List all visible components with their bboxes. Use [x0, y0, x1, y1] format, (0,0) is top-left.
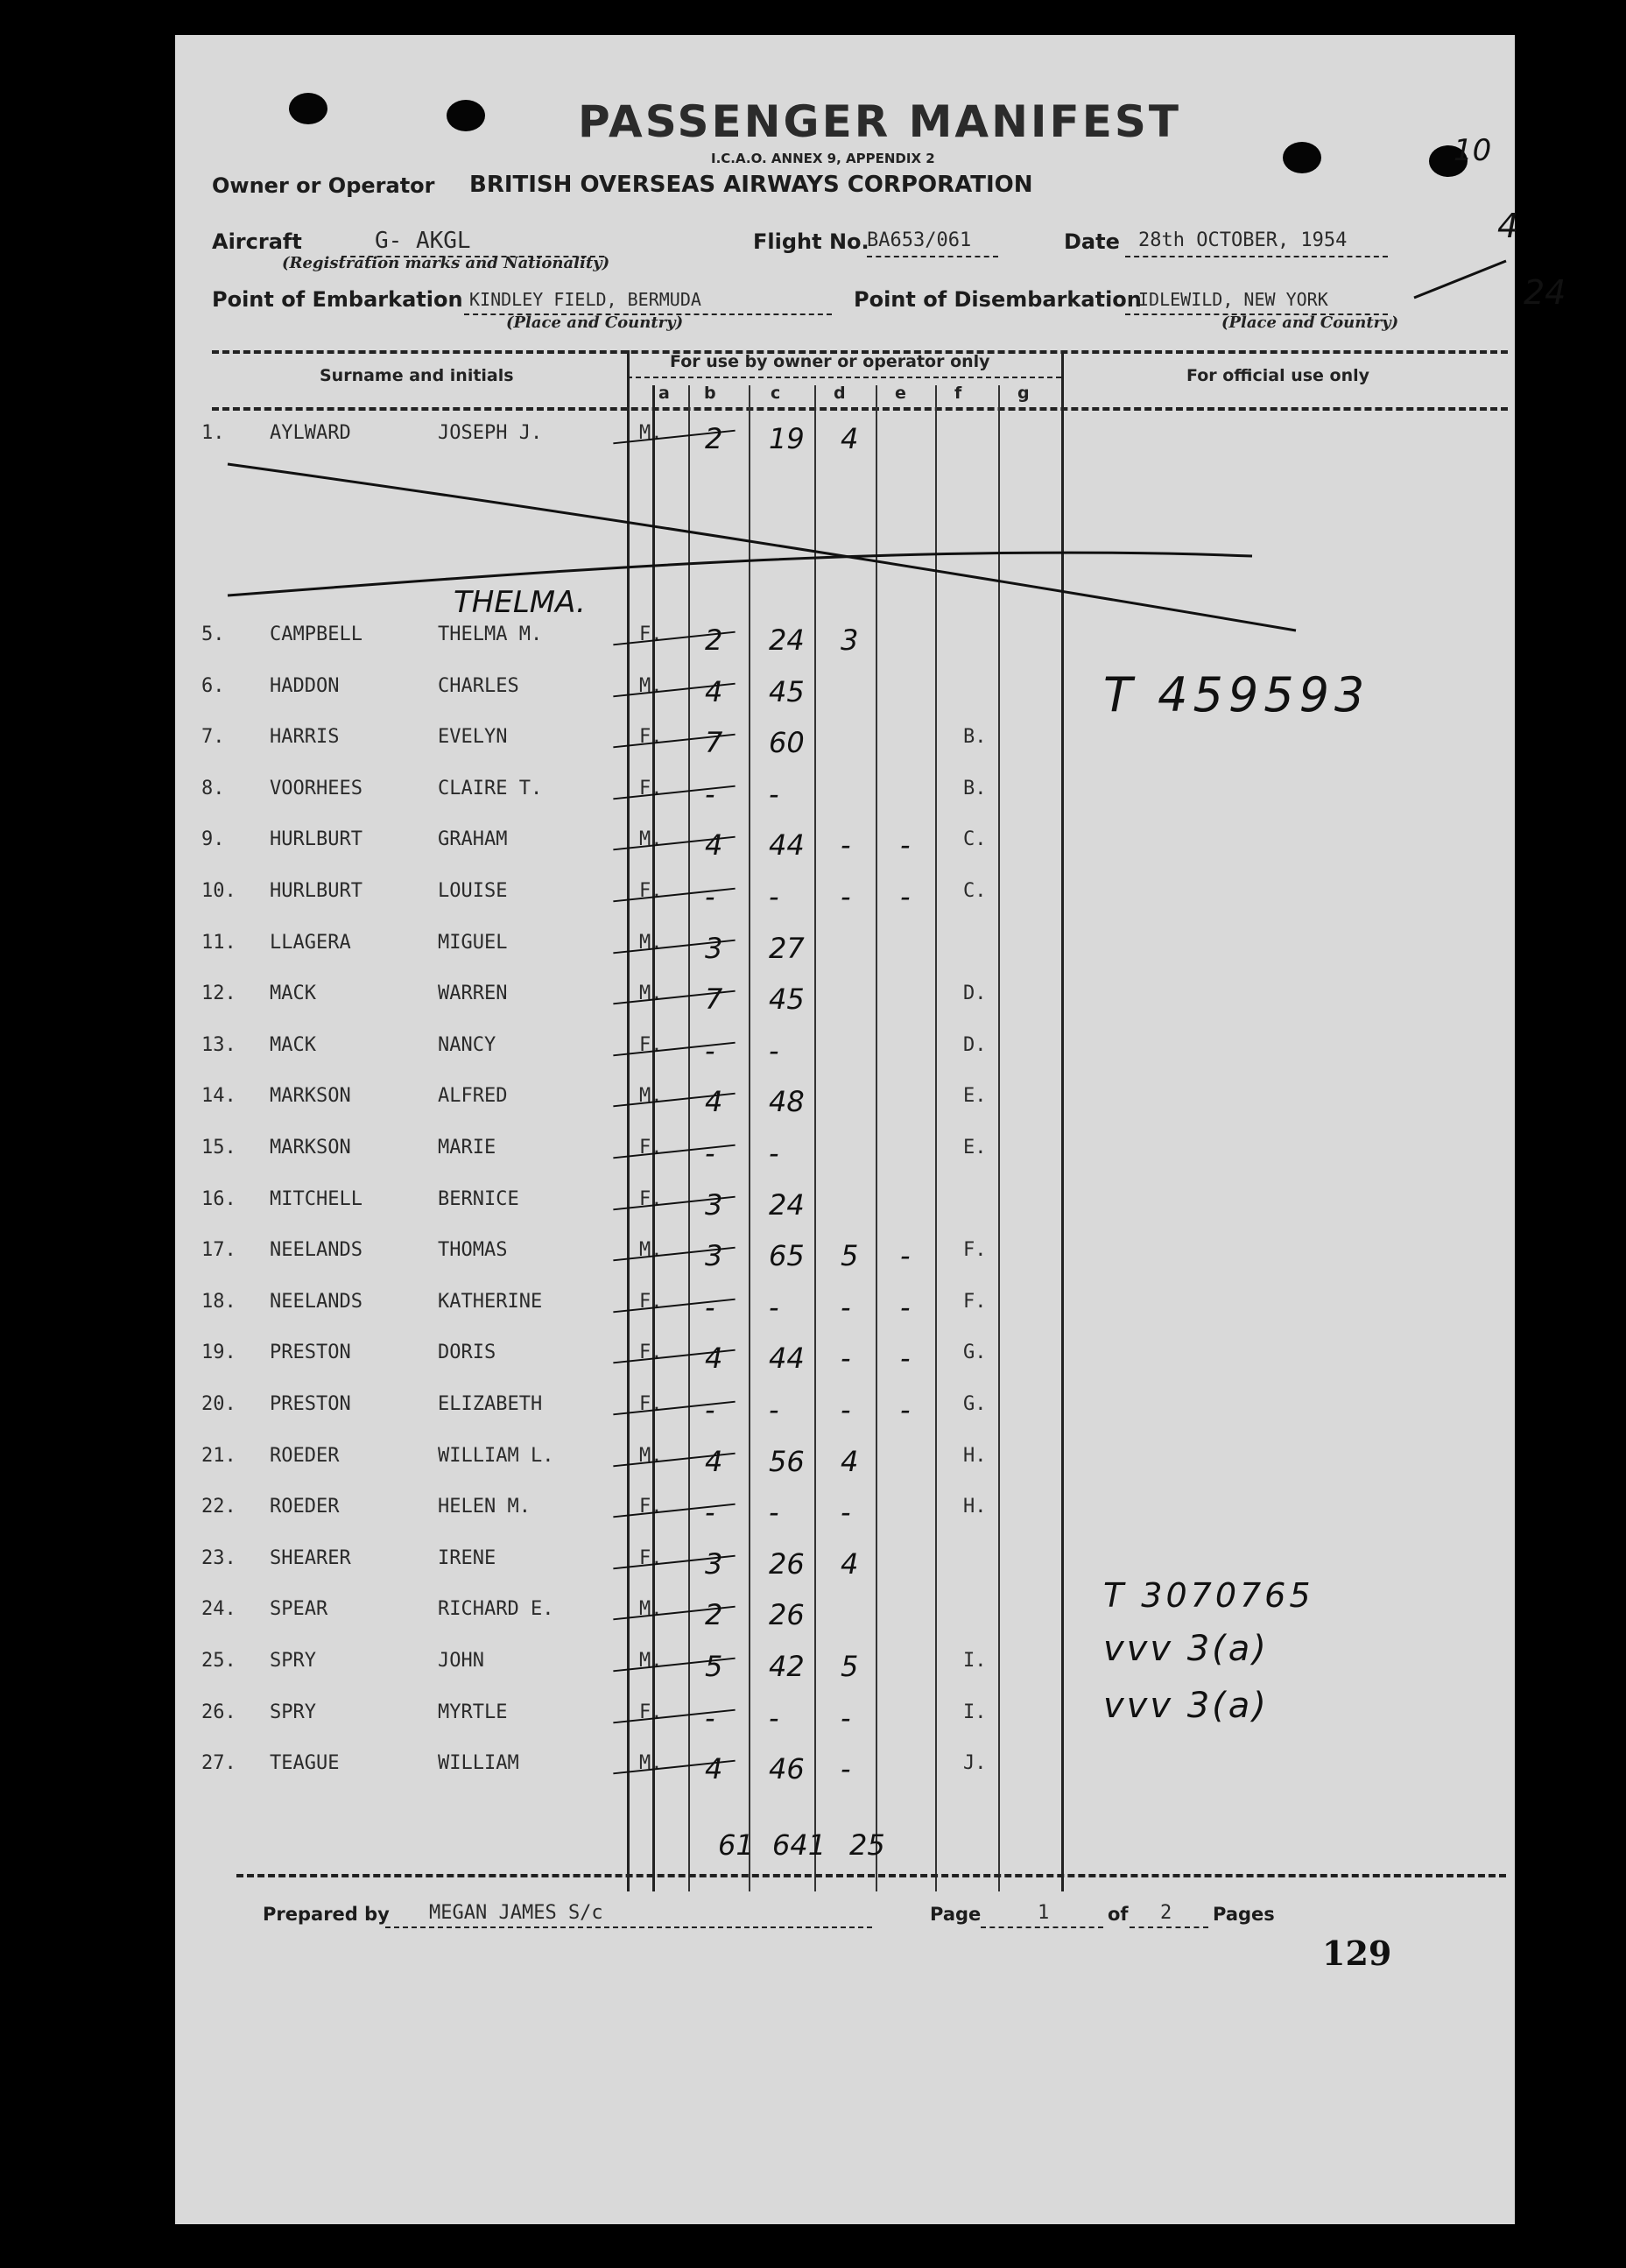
sex-cell: M. — [639, 983, 663, 1005]
col-f-cell: D. — [963, 1033, 987, 1056]
row-number: 12. — [201, 983, 236, 1005]
table-row — [175, 932, 1489, 967]
col-c-cell: 44 — [769, 828, 805, 863]
sex-cell: M. — [639, 1598, 663, 1621]
col-f-cell: C. — [963, 880, 987, 902]
sex-cell: F. — [639, 726, 663, 749]
col-c-cell: 48 — [769, 1085, 805, 1119]
row-number: 22. — [201, 1496, 236, 1518]
table-row — [175, 1650, 1489, 1685]
given-name-cell: JOSEPH J. — [438, 422, 543, 444]
col-c-cell: 65 — [769, 1239, 805, 1273]
col-e-cell: - — [900, 828, 911, 863]
table-row — [175, 1701, 1489, 1736]
table-row — [175, 1445, 1489, 1480]
punch-hole — [1283, 142, 1321, 173]
surname-cell: NEELANDS — [270, 1239, 363, 1262]
surname-cell: ROEDER — [270, 1444, 340, 1467]
sub-col-f: f — [954, 384, 962, 403]
col-c-cell: 27 — [769, 931, 805, 965]
table-row — [175, 1393, 1489, 1428]
sex-cell: F. — [639, 1187, 663, 1210]
corner-mark: 10 — [1454, 133, 1492, 168]
given-name-cell: KATHERINE — [438, 1290, 543, 1313]
col-owner-use-header: For use by owner or operator only — [670, 352, 990, 371]
col-f-cell: I. — [963, 1650, 987, 1672]
col-d-cell: - — [841, 880, 851, 913]
surname-cell: PRESTON — [270, 1342, 351, 1364]
col-f-cell: J. — [963, 1752, 987, 1775]
tick-stroke — [613, 1145, 735, 1159]
col-b-cell: 5 — [705, 1650, 723, 1683]
given-name-cell: CHARLES — [438, 674, 519, 697]
date-label: Date — [1064, 229, 1120, 254]
col-c-cell: 42 — [769, 1650, 805, 1683]
given-name-cell: MIGUEL — [438, 931, 508, 954]
col-c-cell: 19 — [769, 422, 805, 455]
col-f-cell: E. — [963, 1137, 987, 1159]
surname-cell: VOORHEES — [270, 777, 363, 799]
row-number: 18. — [201, 1290, 236, 1313]
surname-cell: AYLWARD — [270, 422, 351, 444]
col-c-cell: - — [769, 777, 779, 811]
col-d-cell: - — [841, 1496, 851, 1530]
given-name-cell: GRAHAM — [438, 828, 508, 851]
table-row — [175, 1085, 1489, 1120]
col-c-cell: 26 — [769, 1546, 805, 1581]
table-row — [175, 1188, 1489, 1223]
col-e-cell: - — [900, 1342, 911, 1376]
col-b-cell: 3 — [705, 1187, 723, 1222]
stamp-number: 129 — [1322, 1933, 1392, 1973]
col-f-cell: H. — [963, 1496, 987, 1518]
col-e-cell: - — [900, 880, 911, 913]
sex-cell: F. — [639, 1496, 663, 1518]
surname-cell: ROEDER — [270, 1496, 340, 1518]
col-d-cell: - — [841, 1393, 851, 1426]
punch-hole — [289, 93, 327, 124]
flight-value: BA653/061 — [867, 229, 972, 251]
total-d: 25 — [849, 1828, 885, 1862]
sex-cell: M. — [639, 1752, 663, 1775]
col-c-cell: 45 — [769, 983, 805, 1017]
col-surname-header: Surname and initials — [320, 366, 514, 385]
col-b-cell: 3 — [705, 931, 723, 965]
given-name-cell: WARREN — [438, 983, 508, 1005]
col-c-cell: - — [769, 1496, 779, 1530]
col-c-cell: 44 — [769, 1342, 805, 1376]
col-b-cell: - — [705, 1290, 715, 1324]
sex-cell: F. — [639, 623, 663, 645]
col-f-cell: F. — [963, 1239, 987, 1262]
col-b-cell: 4 — [705, 1444, 723, 1478]
row-number: 9. — [201, 828, 225, 851]
col-b-cell: - — [705, 777, 715, 811]
col-c-cell: - — [769, 1137, 779, 1170]
surname-cell: LLAGERA — [270, 931, 351, 954]
tick-stroke — [613, 1298, 735, 1313]
col-c-cell: - — [769, 1033, 779, 1067]
col-f-cell: F. — [963, 1290, 987, 1313]
prepared-value: MEGAN JAMES S/c — [429, 1902, 603, 1924]
table-row — [175, 1752, 1489, 1787]
given-name-cell: NANCY — [438, 1033, 496, 1056]
col-c-cell: 46 — [769, 1752, 805, 1786]
col-b-cell: 2 — [705, 422, 723, 455]
given-name-cell: RICHARD E. — [438, 1598, 554, 1621]
manifest-page — [175, 35, 1566, 2224]
table-row — [175, 1342, 1489, 1377]
punch-hole — [447, 100, 485, 131]
given-name-cell: EVELYN — [438, 726, 508, 749]
col-e-cell: - — [900, 1393, 911, 1426]
col-d-cell: - — [841, 828, 851, 863]
pages-label: Pages — [1213, 1904, 1275, 1925]
sex-cell: F. — [639, 1342, 663, 1364]
given-name-cell: WILLIAM L. — [438, 1444, 554, 1467]
col-c-cell: - — [769, 880, 779, 913]
col-e-cell: - — [900, 1239, 911, 1273]
surname-cell: HARRIS — [270, 726, 340, 749]
disembark-place-note: (Place and Country) — [1221, 313, 1399, 332]
col-b-cell: - — [705, 1701, 715, 1735]
given-name-cell: THOMAS — [438, 1239, 508, 1262]
sex-cell: F. — [639, 880, 663, 902]
row-number: 5. — [201, 623, 225, 645]
col-f-cell: D. — [963, 983, 987, 1005]
col-b-cell: - — [705, 880, 715, 913]
col-d-cell: - — [841, 1701, 851, 1735]
disembark-value: IDLEWILD, NEW YORK — [1138, 289, 1328, 310]
row-number: 24. — [201, 1598, 236, 1621]
surname-cell: TEAGUE — [270, 1752, 340, 1775]
side-mark-2: 24 — [1524, 273, 1566, 312]
given-name-cell: CLAIRE T. — [438, 777, 543, 799]
table-row — [175, 1137, 1489, 1172]
side-slash — [1410, 254, 1515, 306]
sex-cell: M. — [639, 1444, 663, 1467]
row-number: 14. — [201, 1085, 236, 1108]
col-b-cell: 3 — [705, 1546, 723, 1581]
col-c-cell: - — [769, 1290, 779, 1324]
row-number: 23. — [201, 1546, 236, 1569]
flight-label: Flight No. — [753, 229, 869, 254]
given-name-cell: THELMA M. — [438, 623, 543, 645]
sex-cell: M. — [639, 422, 663, 444]
disembark-label: Point of Disembarkation — [854, 287, 1142, 312]
sex-cell: M. — [639, 1085, 663, 1108]
col-b-cell: 4 — [705, 1752, 723, 1786]
surname-cell: CAMPBELL — [270, 623, 363, 645]
surname-cell: MARKSON — [270, 1085, 351, 1108]
col-c-cell: 56 — [769, 1444, 805, 1478]
row-number: 13. — [201, 1033, 236, 1056]
row-number: 19. — [201, 1342, 236, 1364]
owner-value: BRITISH OVERSEAS AIRWAYS CORPORATION — [469, 172, 1033, 198]
given-name-cell: ELIZABETH — [438, 1393, 543, 1415]
col-f-cell: H. — [963, 1444, 987, 1467]
tick-stroke — [613, 888, 735, 903]
given-name-cell: LOUISE — [438, 880, 508, 902]
official-note-3: vvv 3(a) — [1103, 1629, 1269, 1669]
col-d-cell: 5 — [841, 1239, 859, 1273]
surname-cell: MACK — [270, 1033, 316, 1056]
row-number: 26. — [201, 1701, 236, 1723]
col-b-cell: 2 — [705, 623, 723, 657]
table-row — [175, 726, 1489, 761]
table-row — [175, 880, 1489, 915]
embark-place-note: (Place and Country) — [506, 313, 684, 332]
col-d-cell: 4 — [841, 422, 859, 455]
col-d-cell: - — [841, 1342, 851, 1376]
col-f-cell: E. — [963, 1085, 987, 1108]
surname-cell: SPRY — [270, 1650, 316, 1672]
col-b-cell: 3 — [705, 1239, 723, 1273]
sub-col-c: c — [771, 384, 781, 403]
cross-out-mark — [219, 447, 1357, 639]
col-e-cell: - — [900, 1290, 911, 1324]
given-name-cell: MYRTLE — [438, 1701, 508, 1723]
col-f-cell: B. — [963, 777, 987, 799]
table-row — [175, 828, 1489, 863]
col-d-cell: 4 — [841, 1444, 859, 1478]
row-number: 1. — [201, 422, 225, 444]
col-c-cell: 24 — [769, 1187, 805, 1222]
row-number: 21. — [201, 1444, 236, 1467]
given-name-cell: WILLIAM — [438, 1752, 519, 1775]
given-name-cell: IRENE — [438, 1546, 496, 1569]
col-f-cell: C. — [963, 828, 987, 851]
sex-cell: M. — [639, 1239, 663, 1262]
col-b-cell: 2 — [705, 1598, 723, 1632]
col-f-cell: G. — [963, 1342, 987, 1364]
date-value: 28th OCTOBER, 1954 — [1138, 229, 1348, 251]
row-number: 11. — [201, 931, 236, 954]
surname-cell: SPRY — [270, 1701, 316, 1723]
page-total: 2 — [1160, 1902, 1172, 1924]
surname-cell: MARKSON — [270, 1137, 351, 1159]
col-c-cell: 45 — [769, 674, 805, 708]
col-f-cell: B. — [963, 726, 987, 749]
embark-label: Point of Embarkation — [212, 287, 463, 312]
surname-cell: MACK — [270, 983, 316, 1005]
col-b-cell: - — [705, 1496, 715, 1530]
given-name-cell: MARIE — [438, 1137, 496, 1159]
tick-stroke — [613, 1708, 735, 1723]
tick-stroke — [613, 785, 735, 799]
col-b-cell: - — [705, 1137, 715, 1170]
table-row — [175, 1496, 1489, 1531]
table-row — [175, 1291, 1489, 1326]
of-label: of — [1108, 1904, 1129, 1925]
row-number: 16. — [201, 1187, 236, 1210]
surname-cell: MITCHELL — [270, 1187, 363, 1210]
sub-col-d: d — [834, 384, 846, 403]
row-number: 25. — [201, 1650, 236, 1672]
official-note-1: T 459593 — [1103, 667, 1370, 722]
surname-cell: SHEARER — [270, 1546, 351, 1569]
page-subtitle: I.C.A.O. ANNEX 9, APPENDIX 2 — [711, 151, 935, 166]
given-name-cell: HELEN M. — [438, 1496, 531, 1518]
row-number: 6. — [201, 674, 225, 697]
surname-cell: HURLBURT — [270, 828, 363, 851]
sub-col-b: b — [704, 384, 716, 403]
owner-label: Owner or Operator — [212, 173, 435, 198]
aircraft-value: G- AKGL — [375, 228, 471, 254]
given-name-cell: BERNICE — [438, 1187, 519, 1210]
sub-col-e: e — [895, 384, 906, 403]
row-number: 8. — [201, 777, 225, 799]
official-note-4: vvv 3(a) — [1103, 1686, 1269, 1726]
col-d-cell: 3 — [841, 623, 859, 657]
given-name-cell: ALFRED — [438, 1085, 508, 1108]
sex-cell: F. — [639, 1033, 663, 1056]
sex-cell: F. — [639, 1137, 663, 1159]
embark-value: KINDLEY FIELD, BERMUDA — [469, 289, 701, 310]
col-d-cell: - — [841, 1752, 851, 1786]
col-b-cell: 7 — [705, 726, 723, 760]
sex-cell: F. — [639, 1393, 663, 1415]
col-d-cell: 4 — [841, 1546, 859, 1581]
surname-cell: HADDON — [270, 674, 340, 697]
row-number: 17. — [201, 1239, 236, 1262]
col-c-cell: 24 — [769, 623, 805, 657]
sex-cell: M. — [639, 1650, 663, 1672]
col-c-cell: - — [769, 1701, 779, 1735]
col-b-cell: 4 — [705, 1342, 723, 1376]
table-row — [175, 1034, 1489, 1069]
surname-cell: HURLBURT — [270, 880, 363, 902]
sex-cell: F. — [639, 1701, 663, 1723]
table-row — [175, 778, 1489, 813]
col-f-cell: G. — [963, 1393, 987, 1415]
table-row — [175, 1239, 1489, 1274]
sex-cell: M. — [639, 828, 663, 851]
given-name-cell: DORIS — [438, 1342, 496, 1364]
col-c-cell: 60 — [769, 726, 805, 760]
surname-cell: PRESTON — [270, 1393, 351, 1415]
prepared-label: Prepared by — [263, 1904, 390, 1925]
col-c-cell: 26 — [769, 1598, 805, 1632]
page-number: 1 — [1038, 1902, 1050, 1924]
sex-cell: F. — [639, 1290, 663, 1313]
total-c: 641 — [772, 1828, 827, 1862]
aircraft-label: Aircraft — [212, 229, 302, 254]
sub-col-a: a — [658, 384, 670, 403]
surname-cell: NEELANDS — [270, 1290, 363, 1313]
tick-stroke — [613, 1041, 735, 1056]
sex-cell: F. — [639, 1546, 663, 1569]
tick-stroke — [613, 1504, 735, 1518]
sub-col-g: g — [1017, 384, 1030, 403]
col-official-header: For official use only — [1186, 366, 1370, 385]
table-row — [175, 983, 1489, 1018]
total-b: 61 — [718, 1828, 754, 1862]
given-name-cell: JOHN — [438, 1650, 484, 1672]
col-b-cell: - — [705, 1033, 715, 1067]
row-number: 15. — [201, 1137, 236, 1159]
sex-cell: M. — [639, 674, 663, 697]
col-b-cell: 4 — [705, 828, 723, 863]
page-title: PASSENGER MANIFEST — [578, 96, 1181, 147]
sex-cell: M. — [639, 931, 663, 954]
col-b-cell: 4 — [705, 674, 723, 708]
row-number: 20. — [201, 1393, 236, 1415]
col-f-cell: I. — [963, 1701, 987, 1723]
row-number: 10. — [201, 880, 236, 902]
thelma-note: THELMA. — [454, 585, 586, 620]
tick-stroke — [613, 1401, 735, 1416]
col-c-cell: - — [769, 1393, 779, 1426]
aircraft-note: (Registration marks and Nationality) — [282, 254, 610, 272]
row-number: 27. — [201, 1752, 236, 1775]
official-note-2: T 3070765 — [1103, 1576, 1314, 1615]
page-label: Page — [930, 1904, 982, 1925]
col-b-cell: 4 — [705, 1085, 723, 1119]
col-b-cell: 7 — [705, 983, 723, 1017]
row-number: 7. — [201, 726, 225, 749]
sex-cell: F. — [639, 777, 663, 799]
col-b-cell: - — [705, 1393, 715, 1426]
surname-cell: SPEAR — [270, 1598, 328, 1621]
side-mark-1: 4 — [1497, 207, 1519, 245]
col-d-cell: - — [841, 1290, 851, 1324]
col-d-cell: 5 — [841, 1650, 859, 1683]
